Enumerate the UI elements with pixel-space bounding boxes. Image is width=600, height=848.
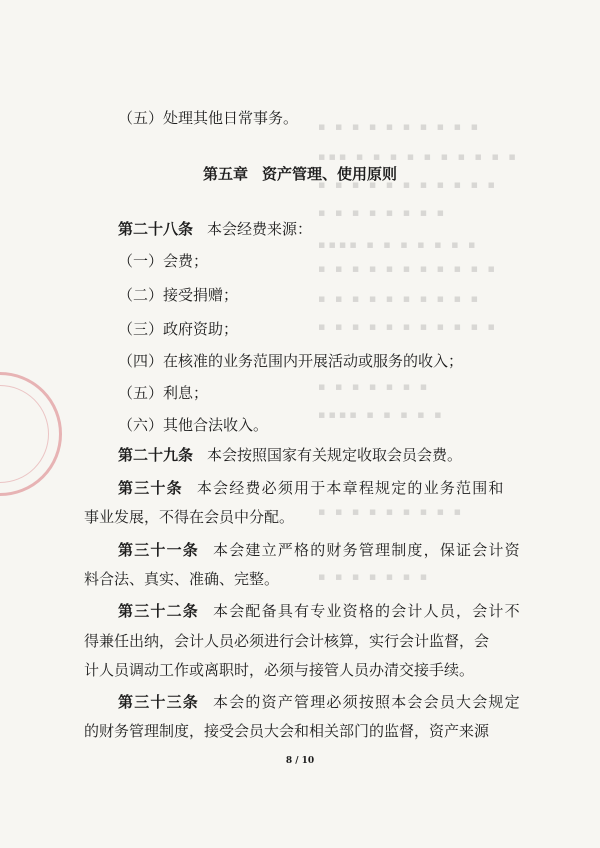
chapter-number: 第五章 [202,165,248,183]
intro-line: （五）处理其他日常事务。 [118,109,299,127]
article-33-line-1 [118,691,521,712]
list-item: （四）在核准的业务范围内开展活动或服务的收入； [118,352,464,370]
bleed-through-text: ▪ ▪ ▪ ▪ ▪ ▪ ▪ ▪ ▪ [318,505,465,518]
article-label: 第三十二条 [118,602,200,620]
chapter-name: 资产管理、使用原则 [262,165,398,183]
list-item: （二）接受捐赠； [118,286,239,304]
bleed-through-text: ▪ ▪ ▪ ▪ ▪ ▪ ▪ [318,380,431,393]
article-30-line-2: 事业发展，不得在会员中分配。 [84,508,295,526]
chapter-title [0,163,600,184]
bleed-through-text: ▪ ▪ ▪ ▪ ▪ ▪ ▪ ▪ ▪ ▪ ▪ [318,178,498,191]
article-text: 本会经费必须用于本章程规定的业务范围和 [196,479,505,497]
bleed-through-text: ▪ ▪ ▪ ▪ ▪ ▪ ▪ ▪ ▪ ▪ [318,120,482,133]
article-label: 第二十九条 [118,446,194,464]
article-31-line-2: 料合法、真实、准确、完整。 [84,570,280,588]
bleed-through-text: ▪ ▪ ▪ ▪ ▪ ▪ ▪ ▪ [318,206,448,219]
article-29 [118,444,462,465]
bleed-through-text: ▪▪▪ ▪ ▪ ▪ ▪ ▪ ▪ ▪ ▪ ▪ ▪ [318,150,519,163]
list-item: （三）政府资助； [118,320,239,338]
page-number: 8 / 10 [285,756,315,766]
article-30-line-1 [118,477,505,498]
bleed-through-text: ▪▪▪▪ ▪ ▪ ▪ ▪ ▪ [318,408,445,421]
bleed-through-text: ▪ ▪ ▪ ▪ ▪ ▪ ▪ ▪ ▪ ▪ ▪ [318,262,498,275]
article-32-line-1 [118,600,521,621]
article-33-line-2: 的财务管理制度，接受会员大会和相关部门的监督，资产来源 [84,722,490,740]
article-label: 第三十一条 [118,541,200,559]
bleed-through-text: ▪▪▪▪ ▪ ▪ ▪ ▪ ▪ ▪ ▪ [318,238,479,251]
article-label: 第三十三条 [118,693,200,711]
article-32-line-2: 得兼任出纳，会计人员必须进行会计核算，实行会计监督，会 [84,632,490,650]
list-item: （五）利息； [118,384,209,402]
article-28-heading [118,218,312,239]
article-text: 本会按照国家有关规定收取会员会费。 [207,446,463,464]
bleed-through-text: ▪ ▪ ▪ ▪ ▪ ▪ ▪ [318,570,431,583]
article-label: 第三十条 [118,479,183,497]
red-seal-stamp [0,372,62,496]
article-text: 本会建立严格的财务管理制度，保证会计资 [213,541,521,559]
list-item: （六）其他合法收入。 [118,416,269,434]
list-item: （一）会费； [118,252,209,270]
article-text: 本会配备具有专业资格的会计人员，会计不 [213,602,521,620]
article-text: 本会的资产管理必须按照本会会员大会规定 [213,693,521,711]
article-31-line-1 [118,539,521,560]
article-text: 本会经费来源： [207,220,313,238]
bleed-through-text: ▪ ▪ ▪ ▪ ▪ ▪ ▪ ▪ ▪ ▪ [318,292,482,305]
article-label: 第二十八条 [118,220,194,238]
bleed-through-text: ▪ ▪ ▪ ▪ ▪ ▪ ▪ ▪ ▪ ▪ ▪ [318,320,498,333]
article-32-line-3: 计人员调动工作或离职时，必须与接管人员办清交接手续。 [84,661,475,679]
